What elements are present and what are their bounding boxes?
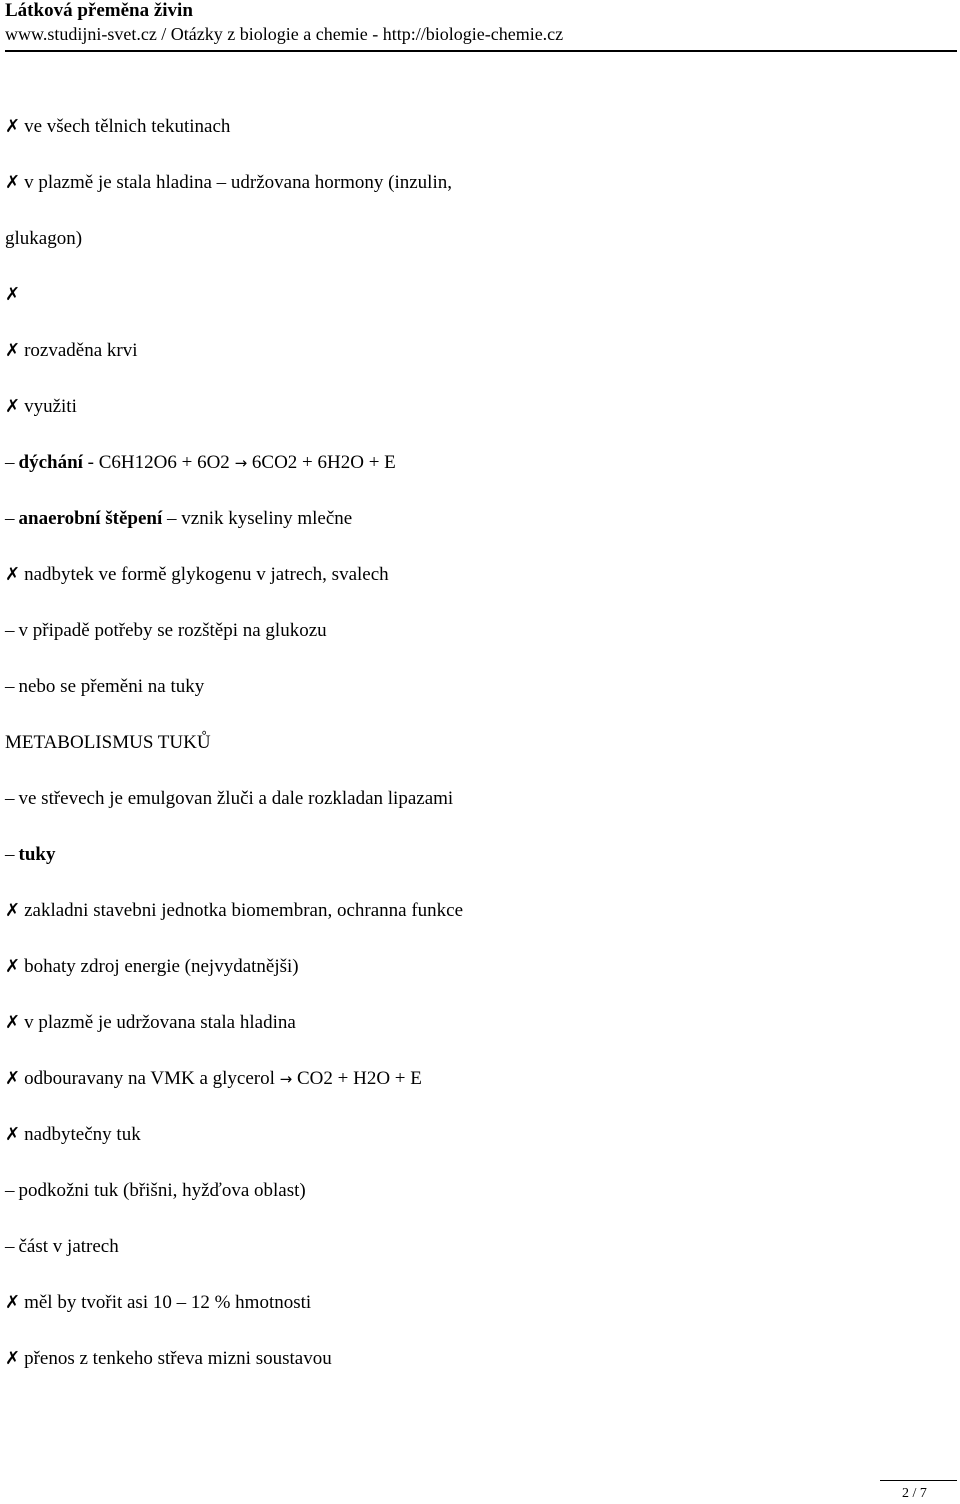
dash-bullet: – [5,844,15,865]
item-term: tuky [18,844,56,865]
list-item [5,112,945,168]
cross-bullet-icon: ✗ [5,1292,21,1313]
list-item [5,336,945,392]
list-item [5,392,945,448]
list-item [5,672,945,728]
item-text: využiti [24,396,77,417]
list-item-continuation [5,224,945,280]
cross-bullet-icon: ✗ [5,564,21,585]
list-item [5,560,945,616]
cross-bullet-icon: ✗ [5,1124,21,1145]
dash-bullet: – [5,788,15,809]
list-item [5,616,945,672]
item-text: – vznik kyseliny mlečne [162,508,353,529]
header-divider [5,50,957,52]
cross-bullet-icon: ✗ [5,284,21,305]
dash-bullet: – [5,452,15,473]
list-item [5,784,945,840]
item-text-continued: CO2 + H2O + E [292,1068,422,1089]
document-source: www.studijni-svet.cz / Otázky z biologie a chemie - http://biologie-chemie.cz [5,24,564,44]
item-text: v plazmě je udržovana stala hladina [24,1012,296,1033]
list-item [5,280,945,336]
item-text: rozvaděna krvi [24,340,138,361]
item-text: odbouravany na VMK a glycerol [24,1068,280,1089]
page-number: 2 / 7 [902,1486,927,1501]
cross-bullet-icon: ✗ [5,956,21,977]
list-item [5,1288,945,1344]
item-text: část v jatrech [18,1236,119,1257]
item-text: nadbytečny tuk [24,1124,141,1145]
cross-bullet-icon: ✗ [5,116,21,137]
list-item [5,1232,945,1288]
document-body [5,112,945,1400]
list-item [5,168,945,224]
list-item [5,448,945,504]
item-term: dýchání [18,452,83,473]
list-item [5,504,945,560]
heading-text: METABOLISMUS TUKŮ [5,732,211,753]
item-text: glukagon) [5,228,83,249]
cross-bullet-icon: ✗ [5,172,21,193]
dash-bullet: – [5,1236,15,1257]
item-text: měl by tvořit asi 10 – 12 % hmotnosti [24,1292,312,1313]
arrow-right-icon: → [279,1070,293,1088]
item-text: zakladni stavebni jednotka biomembran, ochranna funkce [24,900,464,921]
document-title: Látková přeměna živin [5,0,193,21]
dash-bullet: – [5,676,15,697]
dash-bullet: – [5,508,15,529]
item-text: nadbytek ve formě glykogenu v jatrech, svalech [24,564,389,585]
page-header [5,0,957,46]
footer-divider [880,1480,957,1481]
list-item [5,1176,945,1232]
item-text: v připadě potřeby se rozštěpi na glukozu [18,620,327,641]
item-text: přenos z tenkeho střeva mizni soustavou [24,1348,332,1369]
list-item [5,952,945,1008]
item-text-continued: 6CO2 + 6H2O + E [247,452,396,473]
list-item [5,896,945,952]
item-term: anaerobní štěpení [18,508,163,529]
cross-bullet-icon: ✗ [5,396,21,417]
item-text: v plazmě je stala hladina – udržovana hormony (inzulin, [24,172,452,193]
dash-bullet: – [5,1180,15,1201]
cross-bullet-icon: ✗ [5,1068,21,1089]
item-text: nebo se přeměni na tuky [18,676,205,697]
cross-bullet-icon: ✗ [5,1348,21,1369]
list-item [5,1064,945,1120]
dash-bullet: – [5,620,15,641]
item-text: podkožni tuk (břišni, hyžďova oblast) [18,1180,306,1201]
cross-bullet-icon: ✗ [5,1012,21,1033]
list-item [5,1120,945,1176]
cross-bullet-icon: ✗ [5,340,21,361]
item-text: ve střevech je emulgovan žluči a dale rozkladan lipazami [18,788,454,809]
list-item [5,1008,945,1064]
cross-bullet-icon: ✗ [5,900,21,921]
item-text: ve všech tělnich tekutinach [24,116,231,137]
section-heading [5,728,945,784]
item-text: bohaty zdroj energie (nejvydatnějši) [24,956,299,977]
arrow-right-icon: → [234,454,248,472]
item-text: - C6H12O6 + 6O2 [82,452,235,473]
list-item [5,840,945,896]
list-item [5,1344,945,1400]
